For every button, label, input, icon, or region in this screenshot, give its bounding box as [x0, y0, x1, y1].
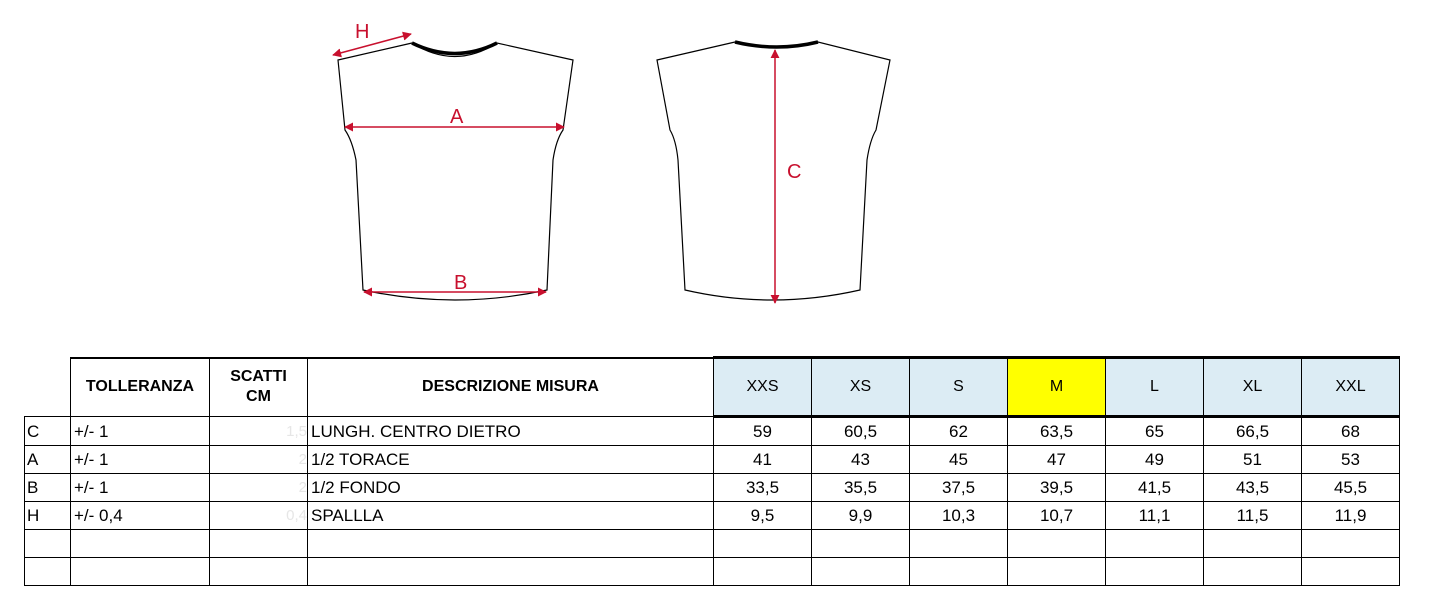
size-value-cell: 39,5	[1008, 474, 1106, 502]
empty-cell	[910, 530, 1008, 558]
size-value-cell: 45	[910, 446, 1008, 474]
size-chart-table	[24, 356, 1400, 586]
size-value-cell: 10,3	[910, 502, 1008, 530]
header-descrizione-misura: DESCRIZIONE MISURA	[308, 358, 714, 417]
size-value-cell: 60,5	[812, 417, 910, 446]
empty-cell	[25, 530, 71, 558]
empty-cell	[1302, 558, 1400, 586]
size-value-cell: 43,5	[1204, 474, 1302, 502]
size-value-cell: 59	[714, 417, 812, 446]
step-cm-cell: 2	[210, 446, 308, 474]
size-value-cell: 33,5	[714, 474, 812, 502]
tolerance-cell: +/- 1	[71, 417, 210, 446]
header-scatti-line2: CM	[246, 388, 271, 406]
size-value-cell: 9,9	[812, 502, 910, 530]
size-value-cell: 49	[1106, 446, 1204, 474]
empty-cell	[308, 530, 714, 558]
empty-cell	[71, 558, 210, 586]
empty-table-row	[25, 558, 1400, 586]
step-cm-cell: 0,4	[210, 502, 308, 530]
tolerance-cell: +/- 1	[71, 474, 210, 502]
dimension-a-label: A	[450, 106, 464, 128]
empty-cell	[812, 558, 910, 586]
front-view	[333, 21, 573, 300]
header-scatti-cm	[210, 358, 308, 417]
measure-code-cell: H	[25, 502, 71, 530]
dimension-b-label: B	[454, 272, 468, 294]
header-blank-cell	[25, 358, 71, 417]
size-value-cell: 41	[714, 446, 812, 474]
header-size-l: L	[1106, 358, 1204, 417]
size-value-cell: 11,9	[1302, 502, 1400, 530]
header-size-s: S	[910, 358, 1008, 417]
header-size-xs: XS	[812, 358, 910, 417]
tolerance-cell: +/- 0,4	[71, 502, 210, 530]
header-size-xxl: XXL	[1302, 358, 1400, 417]
empty-cell	[714, 558, 812, 586]
description-cell: LUNGH. CENTRO DIETRO	[308, 417, 714, 446]
description-cell: SPALLLA	[308, 502, 714, 530]
empty-cell	[1106, 558, 1204, 586]
empty-cell	[1204, 558, 1302, 586]
size-value-cell: 41,5	[1106, 474, 1204, 502]
empty-cell	[1008, 530, 1106, 558]
measure-code-cell: A	[25, 446, 71, 474]
size-value-cell: 63,5	[1008, 417, 1106, 446]
empty-cell	[25, 558, 71, 586]
size-value-cell: 51	[1204, 446, 1302, 474]
size-value-cell: 62	[910, 417, 1008, 446]
table-row	[25, 417, 1400, 446]
empty-cell	[1204, 530, 1302, 558]
header-size-xxs: XXS	[714, 358, 812, 417]
back-view	[657, 42, 890, 303]
header-scatti-line1: SCATTI	[230, 368, 287, 386]
step-cm-cell: 2	[210, 474, 308, 502]
empty-cell	[1106, 530, 1204, 558]
table-header-row	[25, 358, 1400, 417]
tolerance-cell: +/- 1	[71, 446, 210, 474]
size-value-cell: 53	[1302, 446, 1400, 474]
size-value-cell: 11,1	[1106, 502, 1204, 530]
empty-cell	[71, 530, 210, 558]
empty-cell	[812, 530, 910, 558]
empty-cell	[1008, 558, 1106, 586]
table-row	[25, 474, 1400, 502]
size-value-cell: 35,5	[812, 474, 910, 502]
dimension-c-label: C	[787, 161, 802, 183]
size-value-cell: 11,5	[1204, 502, 1302, 530]
header-tolleranza: TOLLERANZA	[71, 358, 210, 417]
empty-table-row	[25, 530, 1400, 558]
size-value-cell: 65	[1106, 417, 1204, 446]
front-outline	[338, 43, 573, 300]
empty-cell	[1302, 530, 1400, 558]
measure-code-cell: C	[25, 417, 71, 446]
empty-cell	[210, 530, 308, 558]
header-size-xl: XL	[1204, 358, 1302, 417]
header-size-m-highlighted: M	[1008, 358, 1106, 417]
empty-cell	[910, 558, 1008, 586]
empty-cell	[210, 558, 308, 586]
measure-code-cell: B	[25, 474, 71, 502]
size-value-cell: 9,5	[714, 502, 812, 530]
step-cm-cell: 1,5	[210, 417, 308, 446]
table-row	[25, 502, 1400, 530]
description-cell: 1/2 FONDO	[308, 474, 714, 502]
size-value-cell: 10,7	[1008, 502, 1106, 530]
size-value-cell: 66,5	[1204, 417, 1302, 446]
table-row	[25, 446, 1400, 474]
size-value-cell: 47	[1008, 446, 1106, 474]
dimension-h-label: H	[355, 21, 370, 43]
size-value-cell: 37,5	[910, 474, 1008, 502]
description-cell: 1/2 TORACE	[308, 446, 714, 474]
size-value-cell: 43	[812, 446, 910, 474]
empty-cell	[714, 530, 812, 558]
back-outline	[657, 42, 890, 300]
size-value-cell: 68	[1302, 417, 1400, 446]
size-value-cell: 45,5	[1302, 474, 1400, 502]
empty-cell	[308, 558, 714, 586]
back-neckband	[735, 42, 818, 47]
